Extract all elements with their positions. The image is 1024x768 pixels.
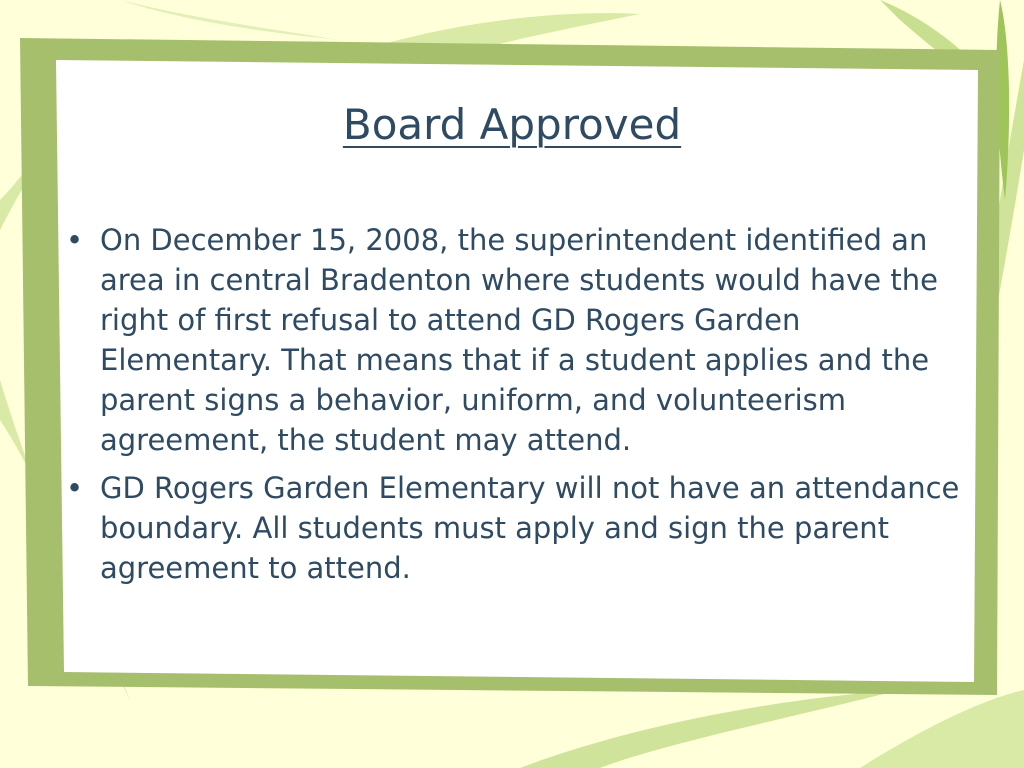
leaf-bottom-swoosh bbox=[520, 690, 900, 768]
leaf-bottom-right bbox=[860, 690, 1024, 768]
bullet-marker: • bbox=[66, 223, 84, 257]
bullet-text: On December 15, 2008, the superintendent identified an area in central Bradenton where students would have the right of first refusal to attend GD Rogers Garden Elementary. That means that if a student applies and the parent signs a behavior, uniform, and volunteerism agreement, the student may attend. bbox=[100, 223, 938, 457]
leaf-top-left bbox=[120, 0, 340, 40]
bullet-text: GD Rogers Garden Elementary will not have an attendance boundary. All students must apply and sign the parent agreement to attend. bbox=[100, 471, 960, 585]
bullet-item bbox=[66, 220, 970, 460]
slide-title: Board Approved bbox=[342, 100, 682, 149]
bullet-list bbox=[66, 220, 970, 596]
slide-content bbox=[56, 70, 980, 670]
bullet-marker: • bbox=[66, 471, 84, 505]
bullet-item bbox=[66, 468, 970, 588]
